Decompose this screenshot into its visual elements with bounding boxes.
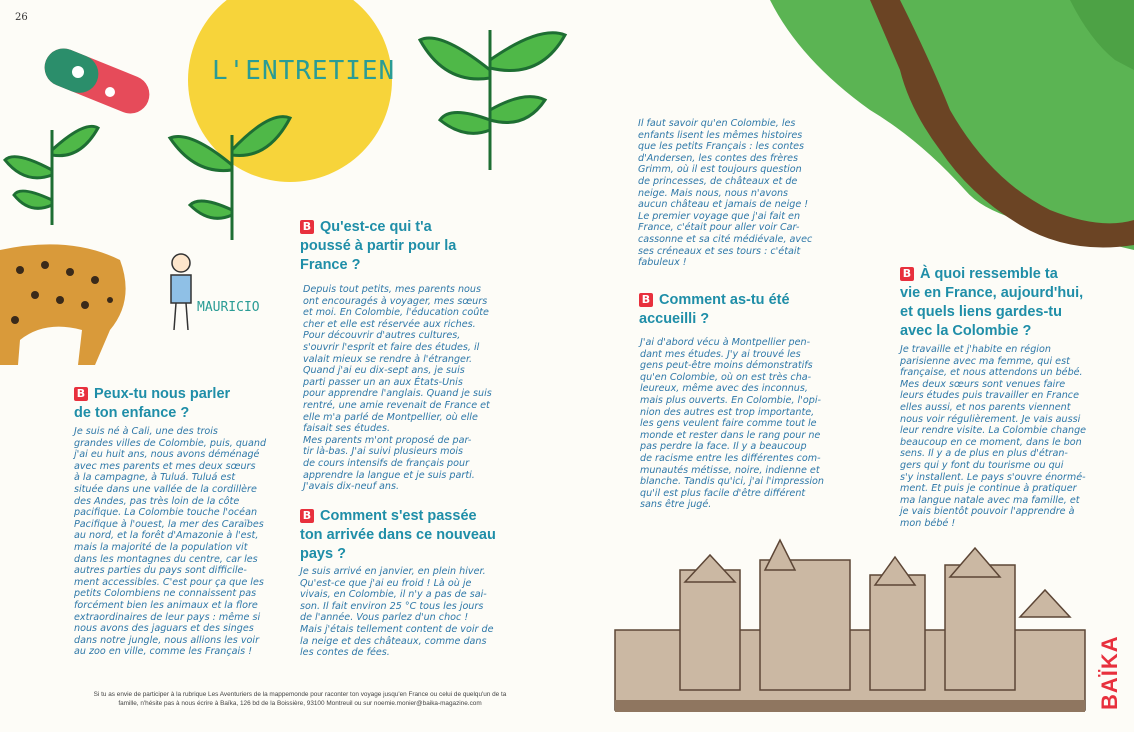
question-1 [74, 385, 274, 423]
baika-b-icon: B [300, 509, 314, 523]
baika-b-icon: B [639, 293, 653, 307]
baika-b-icon: B [300, 220, 314, 234]
mauricio-illustration [171, 254, 191, 330]
plant-illustration-3 [420, 30, 565, 170]
question-3 [300, 507, 520, 564]
question-2 [300, 218, 520, 275]
baika-b-icon: B [74, 387, 88, 401]
castle-illustration [615, 540, 1085, 712]
baika-b-icon: B [900, 267, 914, 281]
footer-note: Si tu as envie de participer à la rubrique Les Aventuriers de la mappemonde pour raconter ton voyage jusqu'en France ou celui de quelqu'un de ta famille, n'hésite pas à nous écrire à Baïka, 126 bd de la Boissière, 93100 Montreuil ou sur noemie.monier@baika-magazine.com [93, 691, 507, 707]
answer-3: Je suis arrivé en janvier, en plein hiver. Qu'est-ce que j'ai eu froid ! Là où je vivais, en Colombie, il n'y a pas de sai- son. Il fait environ 25 °C tous les jours de l'année. Vous parlez d'un choc ! Mais j'étais tellement content de voir de la neige et des châteaux, comme dans les contes de fées. [300, 566, 494, 659]
answer-3-continued: Il faut savoir qu'en Colombie, les enfants lisent les mêmes histoires que les petits Français : les contes d'Andersen, les contes des frères Grimm, où il est toujours question de princesses, de châteaux et de neige. Mais nous, nous n'avons aucun château et jamais de neige ! Le premier voyage que j'ai fait en France, c'était pour aller voir Car- cassonne et sa cité médiévale, avec ses créneaux et ses tours : c'était fabuleux ! [638, 118, 813, 269]
plant-illustration-1 [5, 126, 98, 225]
answer-4: J'ai d'abord vécu à Montpellier pen- dant mes études. J'y ai trouvé les gens peut-être moins démonstratifs qu'en Colombie, où on est très cha- leureux, même avec des inconnus, mais plus ouverts. En Colombie, l'opi- nion des autres est trop importante, les gens veulent faire comme tout le monde et rester dans le rang pour ne pas perdre la face. Il y a beaucoup de racisme entre les différentes com- munautés métisse, noire, indienne et blanche. Tandis qu'ici, j'ai l'impression qu'il est plus facile d'être différent sans être jugé. [640, 337, 824, 511]
character-name: MAURICIO [197, 300, 260, 315]
question-4 [639, 291, 839, 329]
question-1-text: Peux-tu nous parler de ton enfance ? [74, 386, 231, 421]
answer-5: Je travaille et j'habite en région parisienne avec ma femme, qui est française, et nous attendons un bébé. Mes deux sœurs sont venues faire leurs études puis travailler en France elles aussi, et nos parents viennent nous voir régulièrement. Je vais aussi leur rendre visite. La Colombie change beaucoup en ce moment, dans le bon sens. Il y a de plus en plus d'étran- gers qui y font du tourisme ou qui s'y installent. Le pays s'ouvre énormé- ment. Et puis je continue à pratiquer ma langue natale avec ma famille, et je vais bientôt pouvoir l'apprendre à mon bébé ! [900, 344, 1087, 529]
jaguar-illustration [0, 244, 126, 365]
answer-2: Depuis tout petits, mes parents nous ont encouragés à voyager, mes sœurs et moi. En Colombie, l'éducation coûte cher et elle est réservée aux riches. Pour découvrir d'autres cultures, s'ouvrir l'esprit et faire des études, il valait mieux se rendre à l'étranger. Quand j'ai eu dix-sept ans, je suis parti passer un an aux États-Unis pour apprendre l'anglais. Quand je suis rentré, une amie revenait de France et elle m'a parlé de Montpellier, où elle faisait ses études. Mes parents m'ont proposé de par- tir là-bas. J'ai suivi plusieurs mois de cours intensifs de français pour apprendre la langue et je suis parti. J'avais dix-neuf ans. [303, 284, 492, 493]
pill-illustration [39, 43, 155, 119]
question-5-text: À quoi ressemble ta vie en France, aujourd'hui, et quels liens gardes-tu avec la Colombie ? [900, 266, 1084, 339]
question-2-text: Qu'est-ce qui t'a poussé à partir pour la France ? [300, 219, 457, 273]
page-number-left: 26 [15, 12, 28, 23]
answer-1: Je suis né à Cali, une des trois grandes villes de Colombie, puis, quand j'ai eu huit ans, nous avons déménagé avec mes parents et mes deux sœurs à la campagne, à Tuluá. Tuluá est située dans une vallée de la cordillère des Andes, pas très loin de la côte pacifique. La Colombie touche l'océan Pacifique à l'ouest, la mer des Caraïbes au nord, et la forêt d'Amazonie à l'est, mais la majorité de la population vit dans les montagnes du centre, car les autres parties du pays sont difficile- ment accessibles. C'est pour ça que les petits Colombiens ne connaissent pas forcément bien les animaux et la flore extraordinaires de leur pays : même si nous avons des jaguars et des singes dans notre jungle, nous allions les voir au zoo en ville, comme les Français ! [74, 426, 267, 658]
question-3-text: Comment s'est passée ton arrivée dans ce nouveau pays ? [300, 508, 496, 562]
question-4-text: Comment as-tu été accueilli ? [639, 292, 790, 327]
brand-logo: BAÏKA [1097, 635, 1122, 710]
question-5 [900, 265, 1110, 341]
page-title: L'ENTRETIEN [212, 56, 396, 86]
